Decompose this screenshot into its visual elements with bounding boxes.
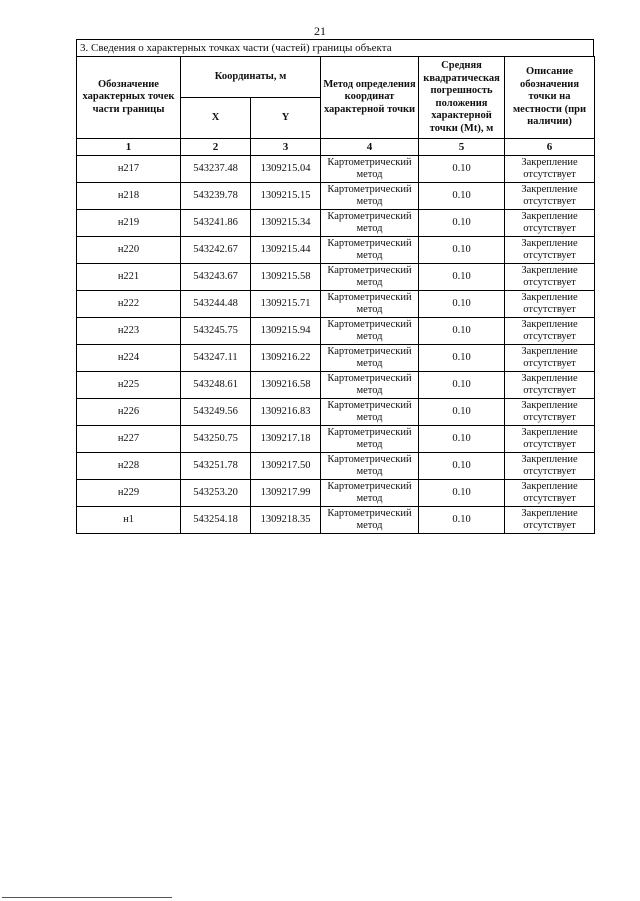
boundary-points-sheet: [76, 39, 594, 534]
method-cell: Картометрический метод: [321, 156, 419, 183]
section-title: 3. Сведения о характерных точках части (частей) границы объекта: [76, 39, 594, 56]
description-cell: Закрепление отсутствует: [505, 291, 595, 318]
accuracy-cell: 0.10: [419, 345, 505, 372]
method-cell: Картометрический метод: [321, 399, 419, 426]
x-coordinate-cell: 543250.75: [181, 426, 251, 453]
method-cell: Картометрический метод: [321, 237, 419, 264]
accuracy-cell: 0.10: [419, 156, 505, 183]
x-coordinate-cell: 543251.78: [181, 453, 251, 480]
table-row: [77, 426, 595, 453]
accuracy-cell: 0.10: [419, 372, 505, 399]
point-designation-cell: н222: [77, 291, 181, 318]
description-cell: Закрепление отсутствует: [505, 264, 595, 291]
accuracy-cell: 0.10: [419, 453, 505, 480]
accuracy-cell: 0.10: [419, 507, 505, 534]
table-row: [77, 318, 595, 345]
x-coordinate-cell: 543239.78: [181, 183, 251, 210]
table-row: [77, 345, 595, 372]
description-cell: Закрепление отсутствует: [505, 372, 595, 399]
x-coordinate-cell: 543248.61: [181, 372, 251, 399]
x-coordinate-cell: 543253.20: [181, 480, 251, 507]
table-header: [77, 57, 595, 156]
table-row: [77, 237, 595, 264]
x-coordinate-cell: 543237.48: [181, 156, 251, 183]
y-coordinate-cell: 1309215.94: [251, 318, 321, 345]
accuracy-cell: 0.10: [419, 183, 505, 210]
x-coordinate-cell: 543254.18: [181, 507, 251, 534]
x-coordinate-cell: 543241.86: [181, 210, 251, 237]
x-coordinate-cell: 543243.67: [181, 264, 251, 291]
column-number: 5: [419, 139, 505, 156]
footnote-rule: [2, 897, 172, 898]
column-number: 2: [181, 139, 251, 156]
method-cell: Картометрический метод: [321, 426, 419, 453]
point-designation-cell: н226: [77, 399, 181, 426]
point-designation-cell: н217: [77, 156, 181, 183]
x-coordinate-cell: 543245.75: [181, 318, 251, 345]
description-cell: Закрепление отсутствует: [505, 453, 595, 480]
y-coordinate-cell: 1309217.18: [251, 426, 321, 453]
point-designation-cell: н218: [77, 183, 181, 210]
description-cell: Закрепление отсутствует: [505, 399, 595, 426]
description-cell: Закрепление отсутствует: [505, 210, 595, 237]
description-cell: Закрепление отсутствует: [505, 318, 595, 345]
table-row: [77, 291, 595, 318]
method-cell: Картометрический метод: [321, 318, 419, 345]
column-number: 4: [321, 139, 419, 156]
point-designation-cell: н220: [77, 237, 181, 264]
description-cell: Закрепление отсутствует: [505, 183, 595, 210]
y-coordinate-cell: 1309215.15: [251, 183, 321, 210]
boundary-points-table: [76, 56, 595, 534]
method-cell: Картометрический метод: [321, 291, 419, 318]
method-cell: Картометрический метод: [321, 372, 419, 399]
y-coordinate-cell: 1309215.71: [251, 291, 321, 318]
table-row: [77, 453, 595, 480]
accuracy-cell: 0.10: [419, 480, 505, 507]
accuracy-cell: 0.10: [419, 264, 505, 291]
x-coordinate-cell: 543244.48: [181, 291, 251, 318]
table-row: [77, 507, 595, 534]
table-row: [77, 156, 595, 183]
method-cell: Картометрический метод: [321, 210, 419, 237]
accuracy-cell: 0.10: [419, 426, 505, 453]
accuracy-cell: 0.10: [419, 399, 505, 426]
header-description: Описание обозначения точки на местности (при наличии): [505, 57, 595, 139]
point-designation-cell: н219: [77, 210, 181, 237]
point-designation-cell: н223: [77, 318, 181, 345]
table-row: [77, 480, 595, 507]
description-cell: Закрепление отсутствует: [505, 507, 595, 534]
point-designation-cell: н1: [77, 507, 181, 534]
method-cell: Картометрический метод: [321, 453, 419, 480]
point-designation-cell: н229: [77, 480, 181, 507]
table-row: [77, 372, 595, 399]
accuracy-cell: 0.10: [419, 318, 505, 345]
table-row: [77, 210, 595, 237]
y-coordinate-cell: 1309215.44: [251, 237, 321, 264]
y-coordinate-cell: 1309215.34: [251, 210, 321, 237]
description-cell: Закрепление отсутствует: [505, 345, 595, 372]
x-coordinate-cell: 543242.67: [181, 237, 251, 264]
y-coordinate-cell: 1309215.58: [251, 264, 321, 291]
y-coordinate-cell: 1309216.22: [251, 345, 321, 372]
point-designation-cell: н228: [77, 453, 181, 480]
y-coordinate-cell: 1309217.99: [251, 480, 321, 507]
accuracy-cell: 0.10: [419, 291, 505, 318]
method-cell: Картометрический метод: [321, 345, 419, 372]
y-coordinate-cell: 1309216.83: [251, 399, 321, 426]
header-y: Y: [251, 98, 321, 139]
description-cell: Закрепление отсутствует: [505, 426, 595, 453]
y-coordinate-cell: 1309215.04: [251, 156, 321, 183]
x-coordinate-cell: 543247.11: [181, 345, 251, 372]
description-cell: Закрепление отсутствует: [505, 480, 595, 507]
method-cell: Картометрический метод: [321, 183, 419, 210]
x-coordinate-cell: 543249.56: [181, 399, 251, 426]
header-coordinates: Координаты, м: [181, 57, 321, 98]
y-coordinate-cell: 1309218.35: [251, 507, 321, 534]
point-designation-cell: н224: [77, 345, 181, 372]
accuracy-cell: 0.10: [419, 237, 505, 264]
column-number: 3: [251, 139, 321, 156]
table-row: [77, 183, 595, 210]
table-row: [77, 399, 595, 426]
description-cell: Закрепление отсутствует: [505, 237, 595, 264]
table-row: [77, 264, 595, 291]
method-cell: Картометрический метод: [321, 507, 419, 534]
point-designation-cell: н227: [77, 426, 181, 453]
point-designation-cell: н225: [77, 372, 181, 399]
page-number: 21: [314, 24, 326, 38]
header-accuracy: Средняя квадратическая погрешность положения характерной точки (Mt), м: [419, 57, 505, 139]
accuracy-cell: 0.10: [419, 210, 505, 237]
method-cell: Картометрический метод: [321, 264, 419, 291]
method-cell: Картометрический метод: [321, 480, 419, 507]
header-method: Метод определения координат характерной точки: [321, 57, 419, 139]
point-designation-cell: н221: [77, 264, 181, 291]
description-cell: Закрепление отсутствует: [505, 156, 595, 183]
header-point-designation: Обозначение характерных точек части границы: [77, 57, 181, 139]
y-coordinate-cell: 1309217.50: [251, 453, 321, 480]
table-body: [77, 156, 595, 534]
column-number: 1: [77, 139, 181, 156]
header-x: X: [181, 98, 251, 139]
column-number: 6: [505, 139, 595, 156]
y-coordinate-cell: 1309216.58: [251, 372, 321, 399]
column-numbers-row: [77, 139, 595, 156]
